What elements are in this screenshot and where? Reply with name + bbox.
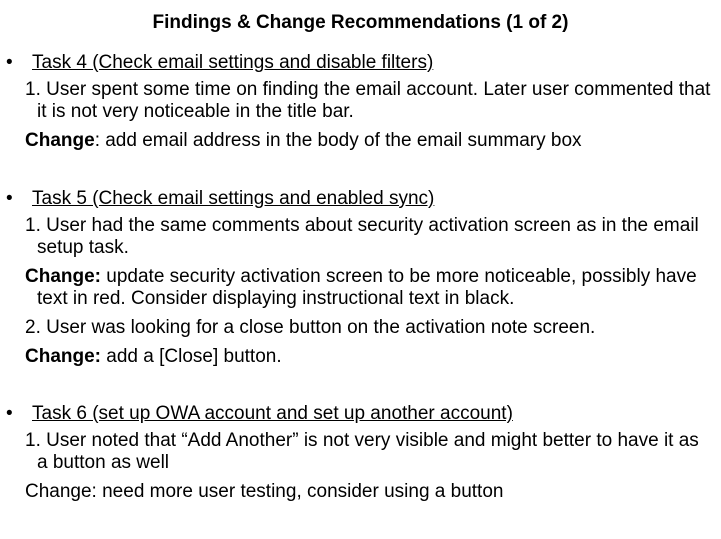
task-4-heading [0, 51, 721, 75]
task-4-title: Task 4 (Check email settings and disable filters) [32, 52, 434, 73]
task-5-title: Task 5 (Check email settings and enabled sync) [32, 188, 435, 209]
task-6-finding-1: 1. User noted that “Add Another” is not very visible and might better to have it as a button as well [25, 430, 699, 473]
slide-title: Findings & Change Recommendations (1 of 2) [152, 12, 569, 33]
task-5-change-2 [0, 346, 713, 368]
task-6-heading [0, 402, 721, 426]
bullet-icon: • [6, 52, 13, 73]
task-5-change-1 [0, 266, 713, 310]
task-4-section [0, 51, 721, 152]
task-5-section [0, 187, 721, 368]
task-5-finding-1: 1. User had the same comments about security activation screen as in the email setup task. [25, 215, 699, 258]
task-6-section [0, 402, 721, 503]
change-label: Change: [25, 346, 101, 367]
change-text: update security activation screen to be more noticeable, possibly have text in red. Consider displaying instructional text in black. [37, 266, 697, 309]
change-text: : add email address in the body of the email summary box [94, 130, 582, 151]
task-5-finding-2: 2. User was looking for a close button on the activation note screen. [25, 317, 596, 338]
change-label: Change: [25, 266, 101, 287]
change-label: Change [25, 130, 95, 151]
task-5-heading [0, 187, 721, 211]
task-6-change-1: Change: need more user testing, consider using a button [25, 481, 504, 502]
change-text: add a [Close] button. [101, 346, 282, 367]
task-4-change-1 [0, 130, 713, 152]
bullet-icon: • [6, 403, 13, 424]
bullet-icon: • [6, 188, 13, 209]
task-4-finding-1: 1. User spent some time on finding the email account. Later user commented that it is not very noticeable in the title bar. [25, 79, 711, 122]
task-6-title: Task 6 (set up OWA account and set up another account) [32, 403, 513, 424]
